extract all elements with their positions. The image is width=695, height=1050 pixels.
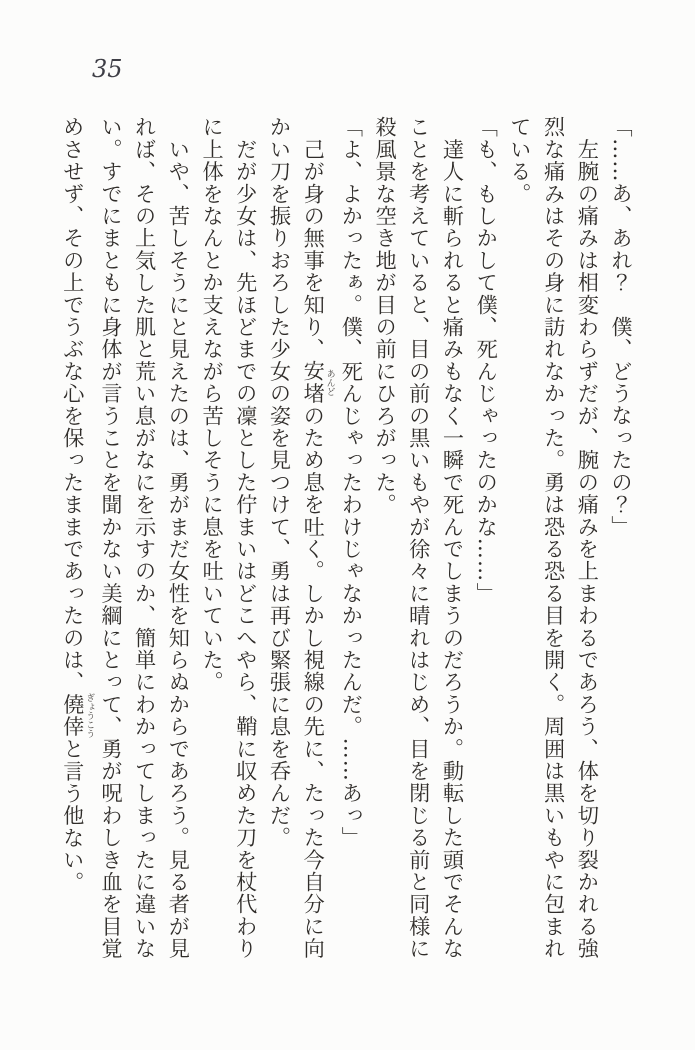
text-line-9: 「よ、よかったぁ。僕、死んじゃったわけじゃなかったんだ。……あっ」 [339, 116, 365, 849]
text-line-5: 「も、もしかして僕、死んじゃったのかな……」 [474, 116, 500, 605]
text-line-14: いや、苦しそうにと見えたのは、勇がまだ女性を知らぬからであろう。見る者が見 [166, 116, 192, 960]
text-line-4: ている。 [507, 116, 533, 205]
text-line-2: 左腕の痛みは相変わらずだが、腕の痛みを上まわるであろう、体を切り裂かれる強 [575, 116, 601, 960]
text-line-11: かい刀を振りおろした少女の姿を見つけて、勇は再び緊張に息を呑んだ。 [267, 116, 293, 849]
text-line-12: だが少女は、先ほどまでの凜とした佇まいはどこへやら、鞘に収めた刀を杖代わり [233, 116, 259, 960]
text-line-1: 「……あ、あれ？ 僕、どうなったの？」 [609, 116, 634, 538]
text-line-8: 殺風景な空き地が目の前にひろがった。 [373, 116, 399, 516]
text-line-17: めさせず、その上でうぶな心を保ったままであったのは、僥倖ぎょうこうと言う他ない。 [60, 116, 95, 894]
vertical-text-block [56, 116, 638, 962]
text-line-13: に上体をなんとか支えながら苦しそうに息を吐いていた。 [200, 116, 226, 694]
text-line-15: れば、その上気した肌と荒い息がなにを示すのか、簡単にわかってしまったに違いな [132, 116, 158, 960]
text-line-10: 己が身の無事を知り、安堵あんどのため息を吐く。しかし視線の先に、たった今自分に向 [301, 116, 335, 960]
page-number: 35 [92, 55, 123, 83]
text-line-16: い。すでにまともに身体が言うことを聞かない美綱にとって、勇が呪わしき血を目覚 [98, 116, 124, 960]
text-line-6: 達人に斬られると痛みもなく一瞬で死んでしまうのだろうか。動転した頭でそんな [440, 116, 466, 960]
text-line-3: 烈な痛みはその身に訪れなかった。勇は恐る恐る目を開く。周囲は黒いもやに包まれ [541, 116, 567, 960]
text-line-7: ことを考えていると、目の前の黒いもやが徐々に晴れはじめ、目を閉じる前と同様に [406, 116, 432, 960]
